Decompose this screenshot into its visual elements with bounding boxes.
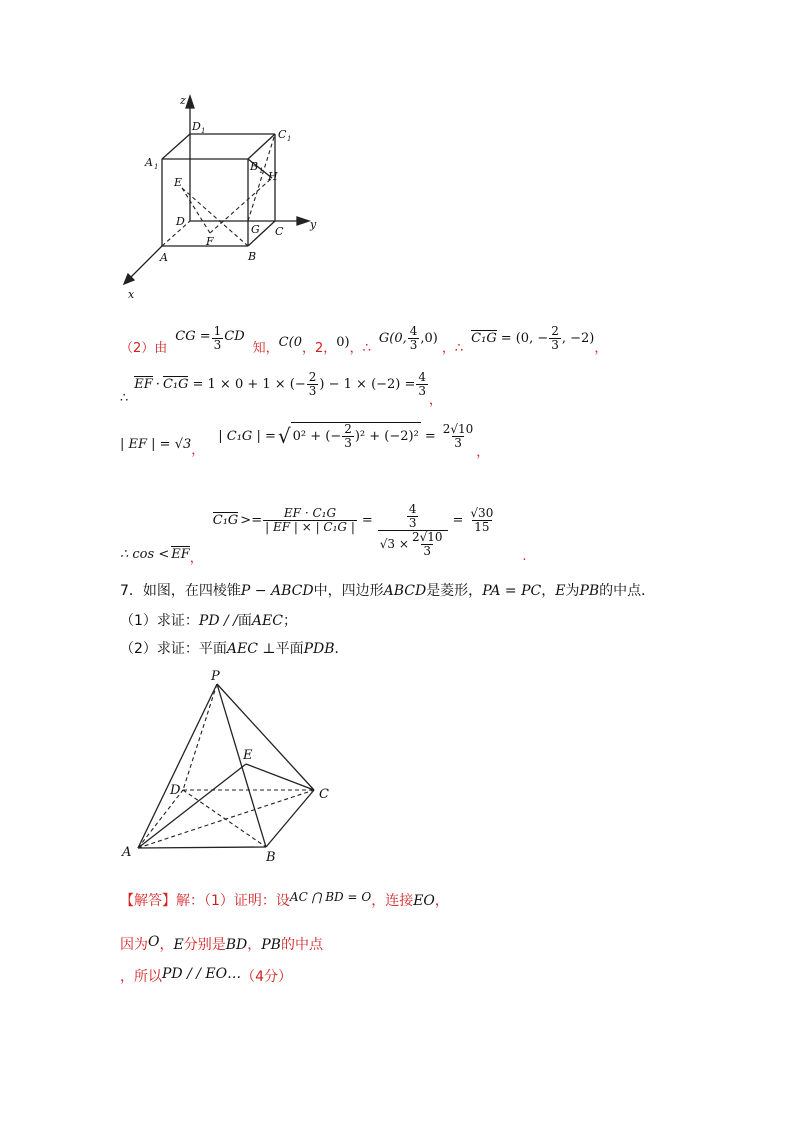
label-c1-sub: 1 xyxy=(287,135,292,143)
c-coord-b: ，2， xyxy=(301,340,337,356)
cos-big-frac: $\frac{4}{3}$ √3 × $\frac{2√10}{3}$ xyxy=(378,503,448,558)
dot-therefore: ∴ xyxy=(120,390,129,406)
label-d2: D xyxy=(170,783,181,798)
label-a2: A xyxy=(122,845,132,860)
dot-result: $\frac{4}{3}$ xyxy=(418,369,427,398)
q7-line-3: （2）求证：平面AEC ⊥平面PDB． xyxy=(120,641,349,657)
z-arrow xyxy=(186,96,194,108)
dot-expr2: ) − 1 × (−2) = xyxy=(319,376,416,392)
dot-comma: ， xyxy=(429,392,443,408)
dot-ef: EF xyxy=(134,377,153,392)
label-z: z xyxy=(180,94,186,107)
x-axis-solid xyxy=(128,246,162,280)
label-a: A xyxy=(160,251,168,264)
c1g-tail: , −2) xyxy=(561,330,595,346)
cg-eq: CG = xyxy=(175,328,211,344)
cos-result: $\frac{√30}{15}$ xyxy=(470,505,494,534)
label-d1-sub: 1 xyxy=(201,127,206,135)
label-c: C xyxy=(275,225,284,238)
cos-c1g: C₁G xyxy=(212,513,239,528)
label-g: G xyxy=(251,223,260,236)
y-arrow xyxy=(297,217,309,225)
cos-gt: >= xyxy=(240,512,263,528)
label-b1: B xyxy=(250,160,259,173)
part2-prefix: （2）由 xyxy=(120,340,168,356)
label-c1: C xyxy=(278,128,287,141)
dot-expr: = 1 × 0 + 1 × (− xyxy=(192,376,306,392)
label-x: x xyxy=(128,288,135,301)
answer-line-2: 因为O，E分别是BD，PB的中点 xyxy=(120,934,323,953)
c1g-magnitude: | C₁G | = xyxy=(218,428,276,444)
c-coord-c: 0) xyxy=(336,334,350,350)
dot-line xyxy=(120,370,442,406)
label-p: P xyxy=(211,669,220,684)
answer-line-3: ，所以PD / / EO…（4分） xyxy=(120,966,293,985)
mag-comma-1: ， xyxy=(191,442,205,458)
label-c2: C xyxy=(319,787,329,802)
label-b: B xyxy=(248,250,257,263)
mag-line xyxy=(120,414,489,458)
part2-line xyxy=(120,323,608,362)
g-coord: G(0, xyxy=(378,330,407,346)
mag-eq: = xyxy=(424,428,436,444)
mag-result: $\frac{2√10}{3}$ xyxy=(442,421,474,450)
mag-comma-2: ， xyxy=(476,444,490,460)
c1g-frac: $\frac{2}{3}$ xyxy=(551,323,559,352)
label-d: D xyxy=(176,215,185,228)
cube-figure xyxy=(120,88,330,303)
c1g-eq: = (0, − xyxy=(500,330,549,346)
therefore-2: ，∴ xyxy=(441,340,464,356)
dot-sym: · xyxy=(155,376,160,392)
label-e2: E xyxy=(243,748,253,763)
label-b2: B xyxy=(266,850,276,864)
cos-eq-2: = xyxy=(452,512,464,528)
c-coord-a: C(0 xyxy=(278,334,302,350)
ef-magnitude: | EF | = √3 xyxy=(120,436,192,452)
pyramid-figure xyxy=(118,664,343,864)
q7-line-1: 7．如图，在四棱锥P − ABCD中，四边形ABCD是菱形，PA = PC，E为PB的中点． xyxy=(120,583,656,599)
radical: √ xyxy=(277,424,291,448)
therefore-1: ，∴ xyxy=(349,340,371,356)
zhi: 知， xyxy=(252,340,279,356)
cos-ef: EF xyxy=(171,547,190,562)
cos-eq: = xyxy=(361,512,373,528)
label-b1-sub: 1 xyxy=(259,167,264,175)
dot-frac: $\frac{2}{3}$ xyxy=(308,369,317,398)
g-frac: $\frac{4}{3}$ xyxy=(409,323,418,352)
part2-comma: ， xyxy=(594,340,608,356)
label-h: H xyxy=(268,170,278,183)
label-f: F xyxy=(206,235,214,248)
cos-period: . xyxy=(522,548,527,564)
cos-prefix: ∴ cos < xyxy=(120,546,170,562)
label-a1: A xyxy=(145,156,153,169)
cos-line xyxy=(120,490,526,566)
dot-c1g: C₁G xyxy=(162,377,189,392)
c1g-vector: C₁G xyxy=(471,331,497,346)
radicand: 0² + (− $\frac{2}{3}$ )² + (−2)² xyxy=(292,422,419,450)
cos-formula: $\frac{\text{EF · C₁G}}{\text{| EF | × | C₁G |}}$ xyxy=(265,505,355,534)
g-tail: ,0) xyxy=(420,330,438,346)
label-d1: D xyxy=(192,120,201,133)
answer-line-1: 【解答】解：（1）证明：设AC ⋂ BD = O，连接EO， xyxy=(120,890,449,909)
cg-tail: CD xyxy=(224,328,245,344)
cos-comma: ， xyxy=(189,550,203,566)
cg-frac: $\frac{1}{3}$ xyxy=(213,323,222,352)
label-a1-sub: 1 xyxy=(154,163,159,171)
q7-line-2: （1）求证：PD / /面AEC； xyxy=(120,613,297,629)
label-y: y xyxy=(310,218,317,231)
label-e: E xyxy=(174,176,183,189)
